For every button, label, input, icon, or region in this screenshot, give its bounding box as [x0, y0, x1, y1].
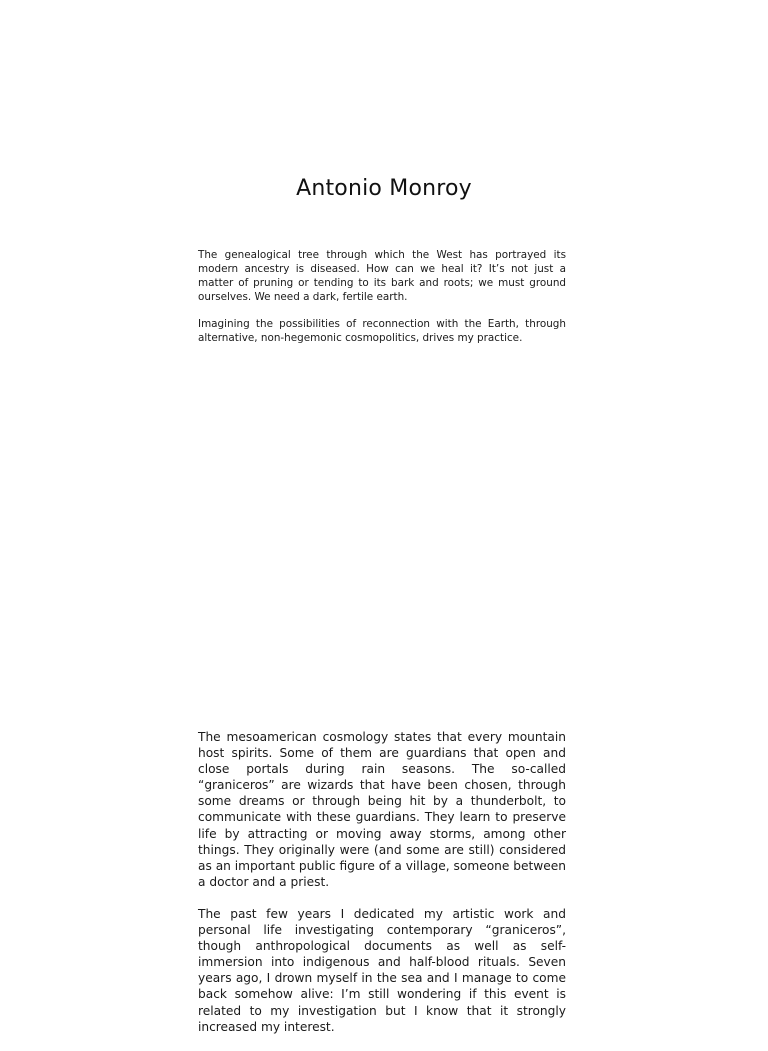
body-paragraph: The mesoamerican cosmology states that every mountain host spirits. Some of them are guardians that open and close portals during rain seasons. The so-called “graniceros” are wizards that have been chosen, through some dreams or through being hit by a thunderbolt, to communicate with these guardians. They learn to preserve life by attracting or moving away storms, among other things. They originally were (and some are still) considered as an important public figure of a village, someone between a doctor and a priest. — [198, 730, 566, 889]
page-title: Antonio Monroy — [296, 176, 472, 201]
body-paragraph: The past few years I dedicated my artistic work and personal life investigating contemporary “graniceros”, though anthropological documents as well as self-immersion into indigenous and half-blood rituals. Seven years ago, I drown myself in the sea and I manage to come back somehow alive: I’m still wondering if this event is related to my investigation but I know that it strongly increased my interest. — [198, 906, 566, 1034]
body-section — [198, 729, 566, 1051]
intro-paragraph: The genealogical tree through which the West has portrayed its modern ancestry is diseased. How can we heal it? It’s not just a matter of pruning or tending to its bark and roots; we must ground ourselves. We need a dark, fertile earth. — [198, 249, 566, 303]
intro-paragraph: Imagining the possibilities of reconnection with the Earth, through alternative, non-hegemonic cosmopolitics, drives my practice. — [198, 318, 566, 344]
intro-section — [198, 248, 566, 358]
